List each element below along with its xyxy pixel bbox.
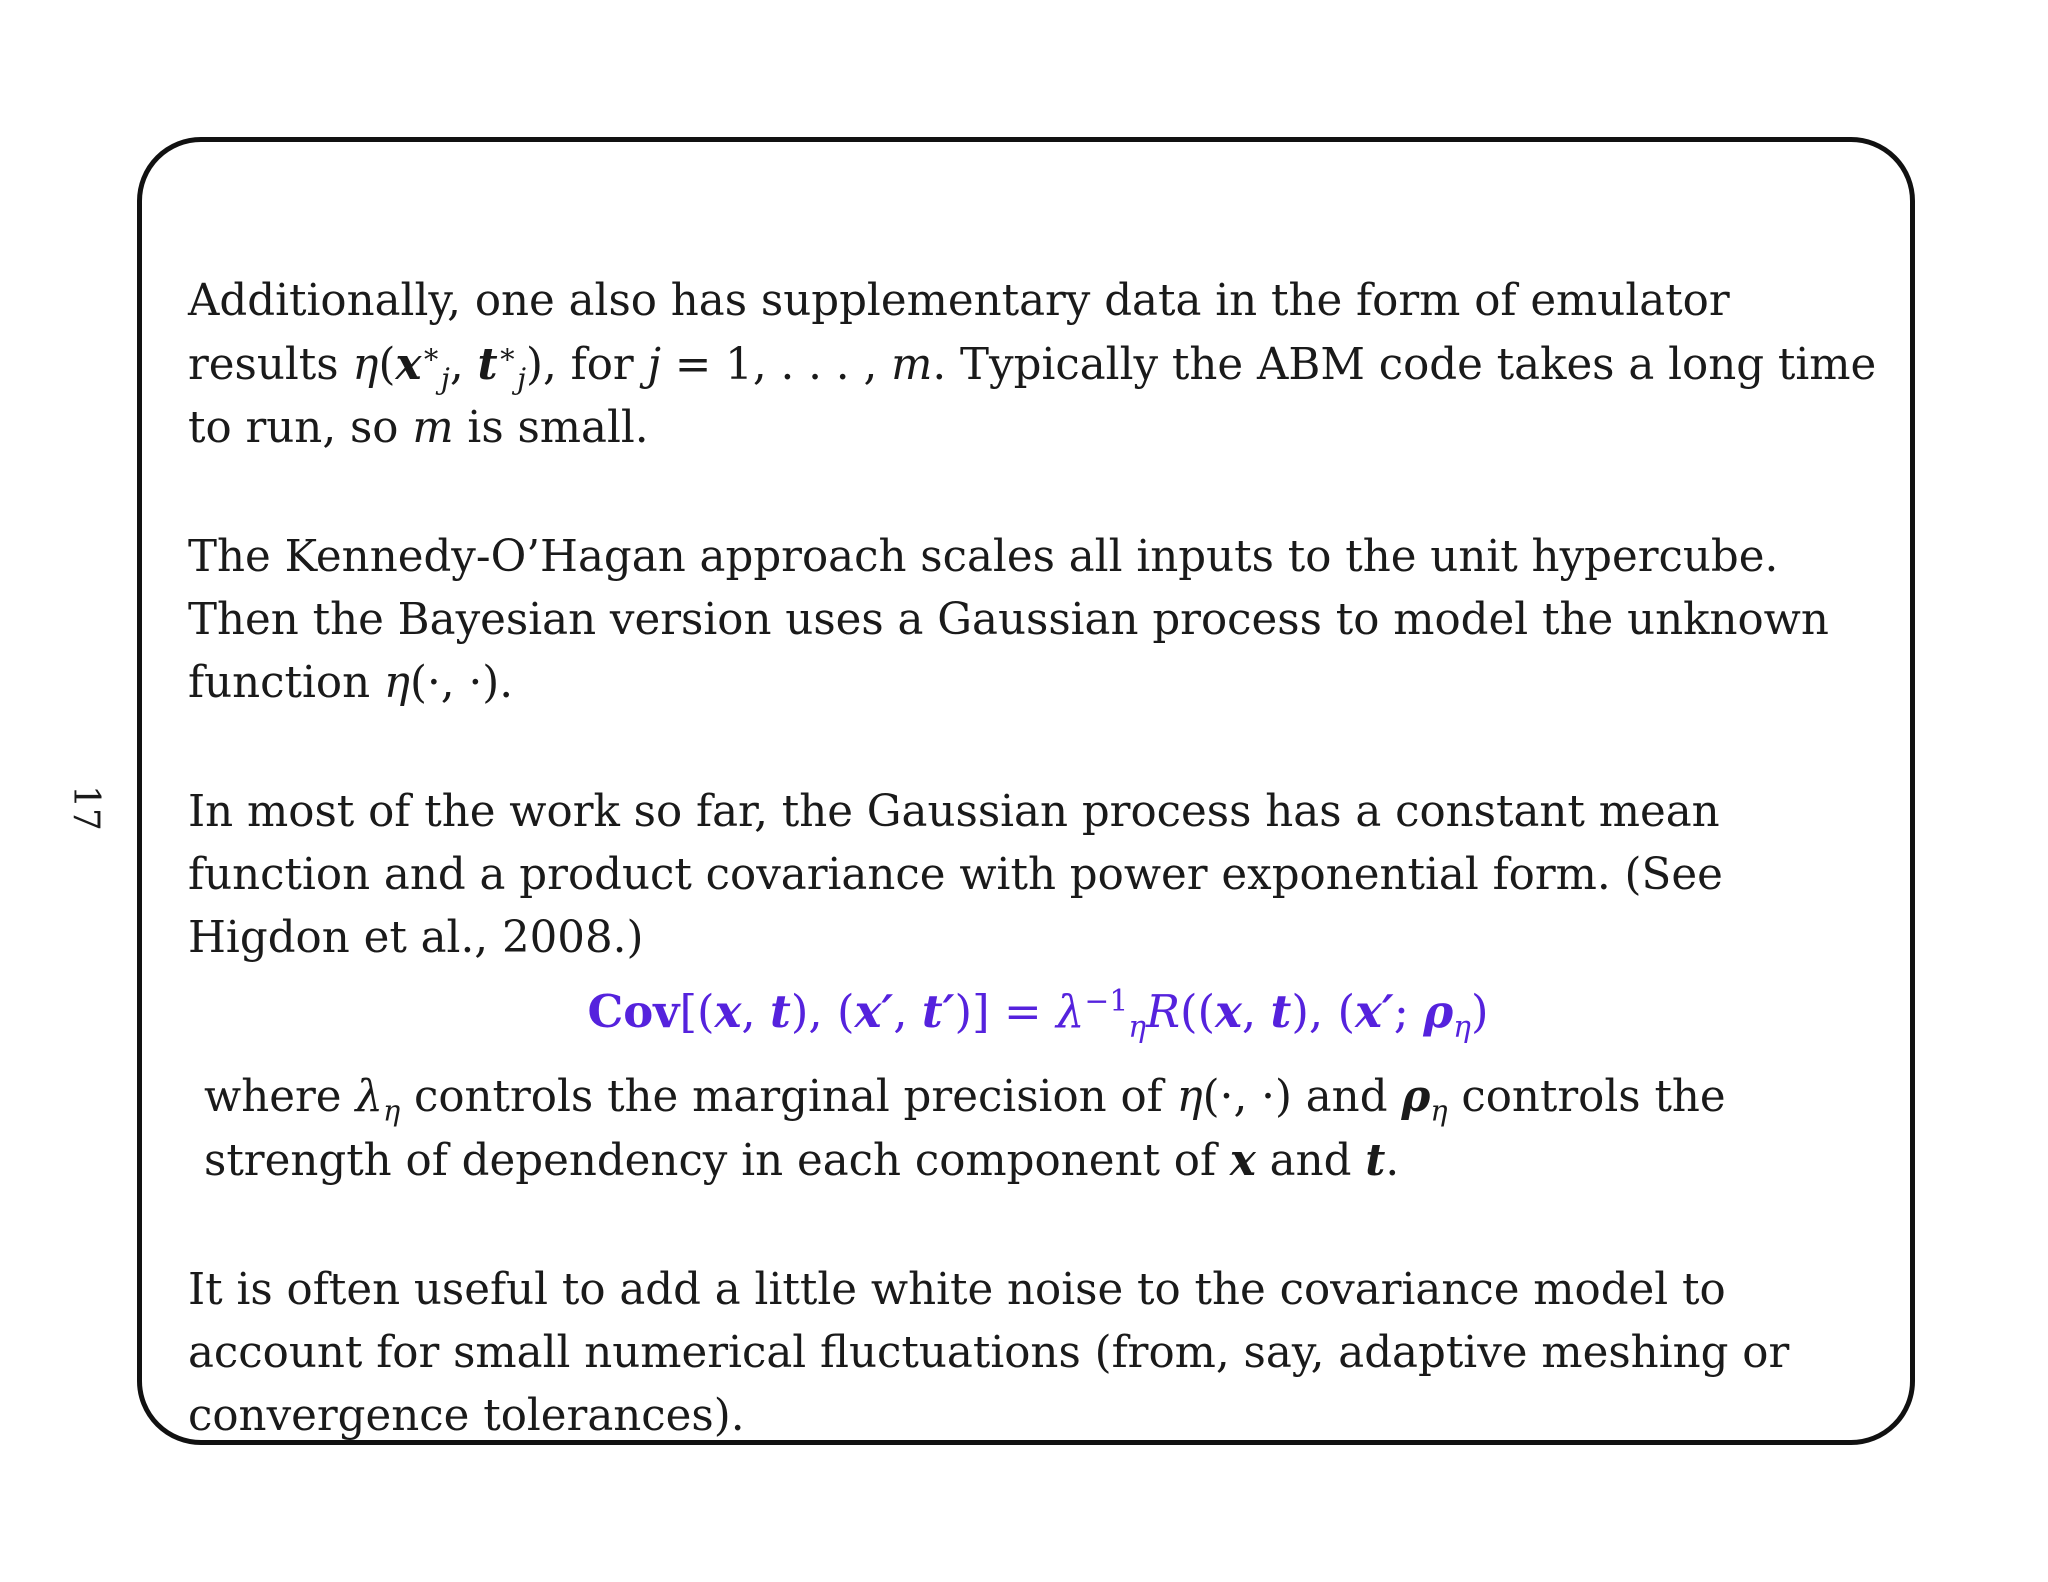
math-sub: j xyxy=(517,361,526,396)
text: It is often useful to add a little white noise to the covariance model to account for small numerical fluctuations (from, say, adaptive meshing or convergence tolerances). xyxy=(188,1265,1790,1441)
math-t: t xyxy=(1365,1135,1386,1186)
text: . Typically the ABM code takes a long time to run, so xyxy=(188,340,1877,453)
math-eta: η xyxy=(383,658,410,708)
math-sym: , xyxy=(741,985,771,1038)
text: where xyxy=(204,1072,356,1122)
paragraph-emulator-data xyxy=(188,270,1888,460)
text: (·, ·). xyxy=(409,658,514,708)
text: controls the strength of dependency in each component of xyxy=(204,1072,1726,1186)
math-t: t xyxy=(770,985,791,1038)
math-x: x xyxy=(714,985,742,1038)
text: Additionally, one also has supplementary data in the form of emulator results xyxy=(188,276,1730,390)
math-sub: η xyxy=(382,1093,401,1128)
math-sym: ), ( xyxy=(1291,985,1356,1038)
math-rho: ρ xyxy=(1423,985,1454,1038)
math-x: x xyxy=(395,339,422,390)
math-sub: η xyxy=(1453,1010,1471,1045)
math-sym: , xyxy=(1241,985,1271,1038)
math-lambda: λ xyxy=(1055,985,1085,1038)
math-sym: (( xyxy=(1179,985,1216,1038)
math-j: j xyxy=(647,340,662,390)
paragraph-parameters xyxy=(188,1065,1888,1193)
math-rho: ρ xyxy=(1401,1071,1431,1122)
math-sym: ), ( xyxy=(790,985,855,1038)
math-m: m xyxy=(412,403,454,453)
text: , xyxy=(449,340,478,390)
text: The Kennedy-O’Hagan approach scales all inputs to the unit hypercube. Then the Bayesian version uses a Gaussian process to model the unknown function xyxy=(188,532,1829,708)
math-eta: η xyxy=(352,340,379,390)
text: In most of the work so far, the Gaussian process has a constant mean function and a product covariance with power exponential form. (See Higdon et al., 2008.) xyxy=(188,787,1723,963)
text: . xyxy=(1385,1136,1400,1186)
math-sub: η xyxy=(1430,1093,1448,1128)
math-R: R xyxy=(1146,985,1180,1038)
math-x: x xyxy=(1215,985,1242,1038)
math-lambda: λ xyxy=(355,1072,383,1122)
page-number: 17 xyxy=(64,785,106,831)
math-sym: , xyxy=(893,985,922,1038)
covariance-equation xyxy=(188,980,1888,1043)
math-eta: η xyxy=(1176,1072,1203,1122)
math-cov: Cov xyxy=(587,985,680,1038)
math-sym: )] = xyxy=(954,985,1056,1038)
text: is small. xyxy=(453,403,649,453)
text: (·, ·) and xyxy=(1202,1072,1402,1122)
math-sym: ) xyxy=(1470,985,1489,1038)
math-sub: j xyxy=(440,361,450,396)
text: and xyxy=(1255,1136,1366,1186)
text: ( xyxy=(378,340,396,390)
math-t: t xyxy=(1270,985,1292,1038)
math-sub: η xyxy=(1128,1010,1147,1045)
text: ), for xyxy=(526,340,648,390)
text: controls the marginal precision of xyxy=(400,1072,1177,1122)
math-t-prime: t′ xyxy=(921,985,955,1038)
math-sup: ∗ xyxy=(421,336,441,371)
math-x: x xyxy=(1229,1135,1256,1186)
math-sup: ∗ xyxy=(497,336,518,371)
paragraph-gaussian-process xyxy=(188,781,1888,970)
slide-content xyxy=(188,270,1888,1514)
math-x-prime: x′ xyxy=(854,985,894,1038)
math-sym: ; xyxy=(1393,985,1424,1038)
paragraph-white-noise xyxy=(188,1259,1888,1448)
math-t: t xyxy=(477,339,498,390)
paragraph-kennedy-ohagan xyxy=(188,526,1888,715)
text: = 1, . . . , xyxy=(661,340,892,390)
math-x-prime: x′ xyxy=(1355,985,1394,1038)
math-sup: −1 xyxy=(1084,984,1129,1019)
math-sym: [( xyxy=(679,985,715,1038)
math-m: m xyxy=(891,340,933,390)
